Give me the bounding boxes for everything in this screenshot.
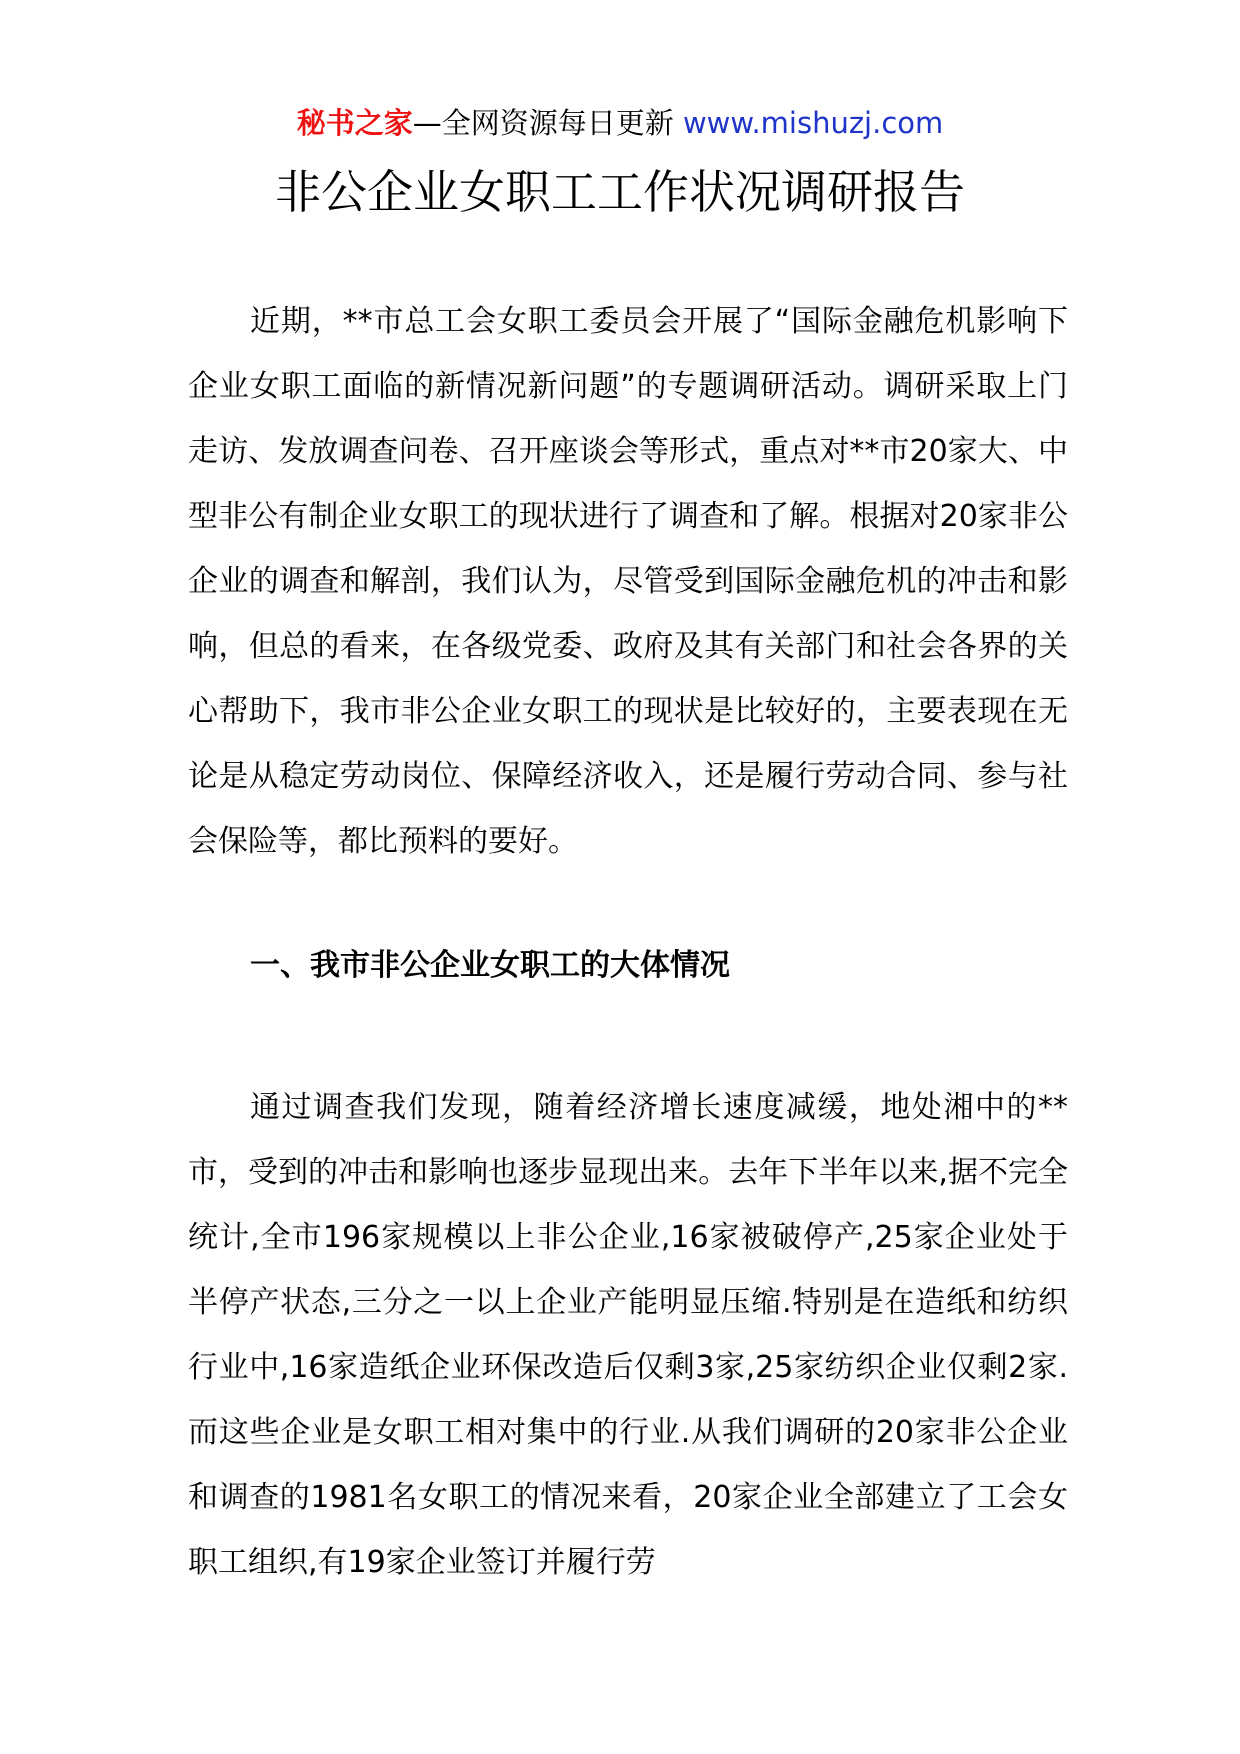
brand-name: 秘书之家: [296, 106, 413, 140]
section-heading: 一、我市非公企业女职工的大体情况: [250, 948, 730, 983]
body-paragraph: 通过调查我们发现，随着经济增长速度减缓，地处湘中的**市，受到的冲击和影响也逐步显现出来。去年下半年以来,据不完全统计,全市196家规模以上非公企业,16家被破停产,25家企业处于半停产状态,三分之一以上企业产能明显压缩.特别是在造纸和纺织行业中,16家造纸企业环保改造后仅剩3家,25家纺织企业仅剩2家.而这些企业是女职工相对集中的行业.从我们调研的20家非公企业和调查的1981名女职工的情况来看，20家企业全部建立了工会女职工组织,有19家企业签订并履行劳: [188, 1090, 1068, 1580]
intro-paragraph: 近期，**市总工会女职工委员会开展了“国际金融危机影响下企业女职工面临的新情况新问题”的专题调研活动。调研采取上门走访、发放调查问卷、召开座谈会等形式，重点对**市20家大、中型非公有制企业女职工的现状进行了调查和了解。根据对20家非公企业的调查和解剖，我们认为，尽管受到国际金融危机的冲击和影响，但总的看来，在各级党委、政府及其有关部门和社会各界的关心帮助下，我市非公企业女职工的现状是比较好的，主要表现在无论是从稳定劳动岗位、保障经济收入，还是履行劳动合同、参与社会保险等，都比预料的要好。: [188, 304, 1068, 859]
document-title: 非公企业女职工工作状况调研报告: [275, 165, 965, 219]
site-url-link[interactable]: www.mishuzj.com: [682, 106, 944, 140]
header-tagline: —全网资源每日更新: [412, 106, 683, 140]
site-header: [0, 103, 1240, 143]
